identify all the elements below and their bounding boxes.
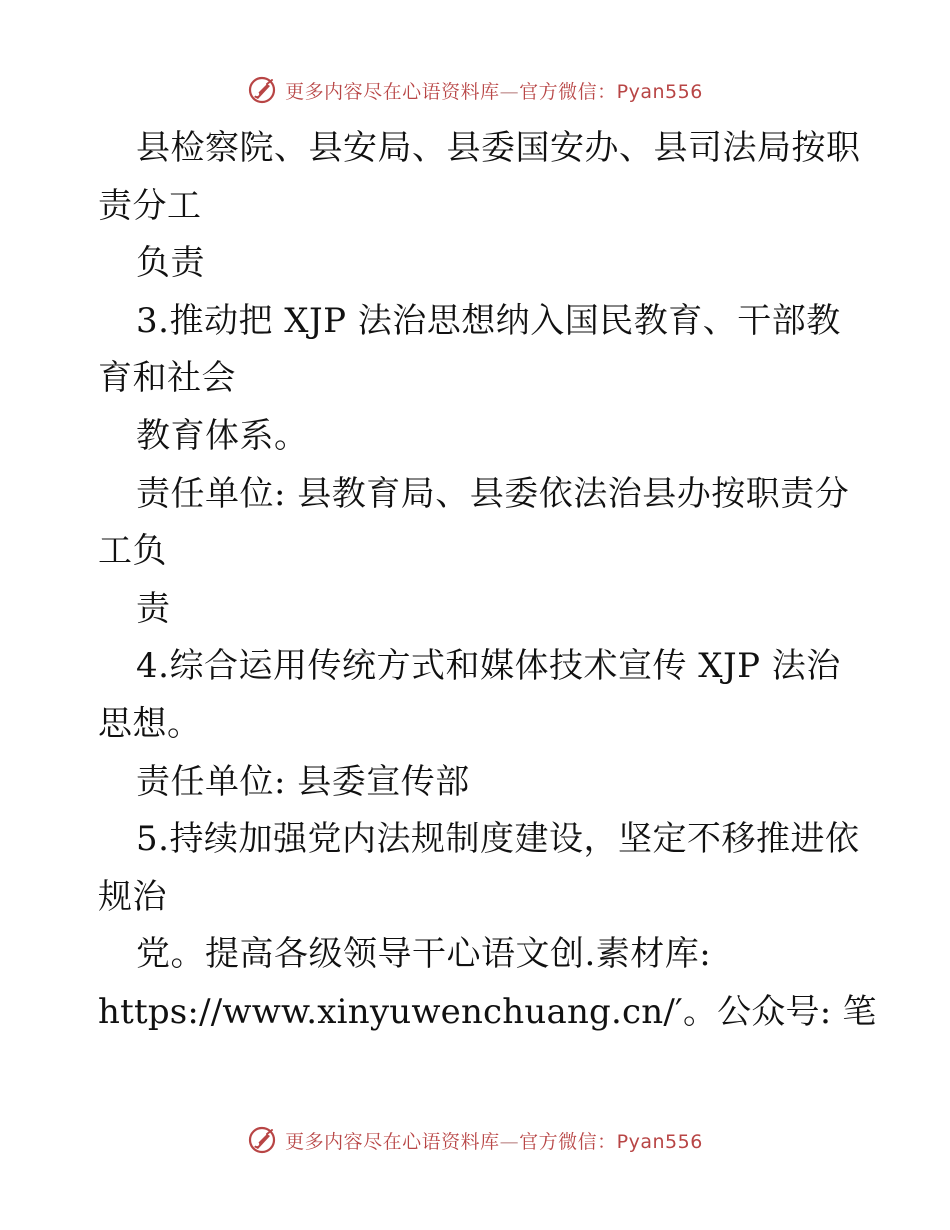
banner-text — [285, 1127, 703, 1154]
doc-line: 4.综合运用传统方式和媒体技术宣传 XJP 法治 — [136, 646, 841, 687]
banner-dash: — — [499, 1130, 520, 1153]
doc-line: 工负 — [98, 531, 167, 572]
doc-line: 县检察院、县安局、县委国安办、县司法局按职 — [136, 128, 861, 168]
banner-source: 更多内容尽在心语资料库 — [285, 80, 500, 103]
banner-source: 更多内容尽在心语资料库 — [285, 1130, 500, 1153]
doc-line-url: https://www.xinyuwenchuang.cn/′。公众号: 笔 — [98, 991, 877, 1032]
banner-text — [285, 77, 703, 104]
banner-dash: — — [499, 80, 520, 103]
doc-line: 教育体系。 — [136, 415, 309, 456]
quill-pen-seal-icon — [247, 75, 277, 105]
doc-line: 规治 — [98, 876, 167, 917]
footer-banner — [0, 1122, 950, 1158]
doc-line: 3.推动把 XJP 法治思想纳入国民教育、干部教 — [136, 300, 841, 341]
doc-line: 党。提高各级领导干心语文创.素材库: — [136, 934, 712, 975]
doc-line: 思想。 — [98, 703, 202, 744]
document-body — [98, 120, 877, 1042]
banner-contact: 官方微信：Pyan556 — [519, 1130, 703, 1153]
header-banner — [0, 72, 950, 108]
doc-line: 责 — [136, 588, 171, 629]
doc-line: 责分工 — [98, 185, 202, 226]
doc-line: 5.持续加强党内法规制度建设，坚定不移推进依 — [136, 819, 860, 860]
quill-pen-seal-icon — [247, 1125, 277, 1155]
doc-line: 责任单位: 县委宣传部 — [136, 761, 470, 802]
doc-line: 负责 — [136, 243, 205, 284]
doc-line: 责任单位: 县教育局、县委依法治县办按职责分 — [136, 473, 850, 514]
banner-contact: 官方微信：Pyan556 — [519, 80, 703, 103]
doc-line: 育和社会 — [98, 358, 236, 399]
